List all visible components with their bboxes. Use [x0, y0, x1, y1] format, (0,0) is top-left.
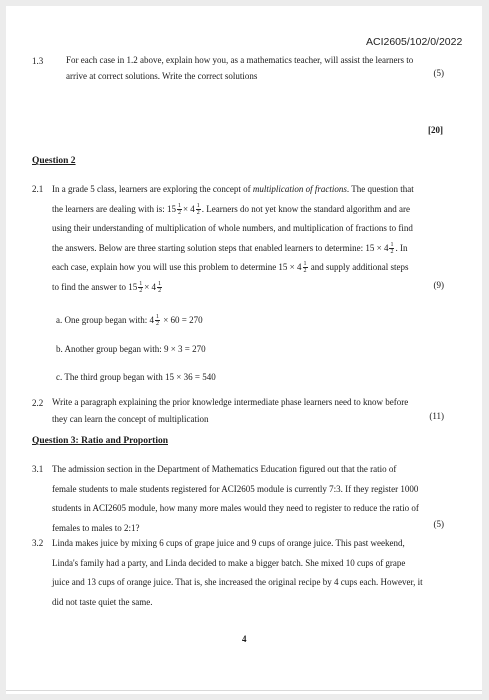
text-line: female students to male students registered for ACI2605 module is currently 7:3. If they register 1000: [52, 483, 419, 494]
text-span: × 60 = 270: [160, 315, 203, 325]
page-divider: [6, 690, 482, 691]
text-line: For each case in 1.2 above, explain how you, as a mathematics teacher, will assist the learners to: [66, 55, 414, 65]
question-text: [66, 52, 456, 84]
text-span: the answers. Below are three starting solution steps that enabled learners to determine: 15 × 4: [52, 242, 389, 253]
emphasis-text: multiplication of fractions: [252, 184, 347, 194]
list-item: c. The third group began with 15 × 36 = 540: [56, 372, 216, 382]
total-marks: [20]: [428, 125, 443, 135]
text-span: . In: [395, 242, 408, 253]
text-line: they can learn the concept of multiplication: [52, 414, 209, 424]
text-line: juice and 13 cups of orange juice. That is, she increased the original recipe by 4 cups each. However, it: [52, 577, 423, 587]
text-line: The admission section in the Department of Mathematics Education figured out that the ratio of: [52, 464, 397, 474]
question-number: 3.1: [32, 464, 44, 474]
fraction: $\frac{1}{2}$: [303, 261, 307, 275]
text-span: to find the answer to 15: [52, 281, 138, 292]
marks: (5): [433, 519, 444, 529]
fraction: $\frac{1}{2}$: [177, 202, 181, 216]
text-line: females to males to 2:1?: [52, 522, 140, 533]
list-item: [56, 312, 203, 328]
page-number: 4: [242, 634, 247, 644]
text-span: × 4: [144, 281, 157, 292]
text-span: a. One group began with: 4: [56, 315, 154, 325]
text-span: In a grade 5 class, learners are exploring the concept of: [52, 184, 253, 194]
fraction: $\frac{1}{2}$: [196, 202, 200, 216]
text-span: each case, explain how you will use this problem to determine 15 × 4: [52, 262, 302, 272]
fraction: $\frac{1}{2}$: [155, 314, 159, 328]
text-line: students in ACI2605 module, how many more males would they need to register to reduce the ratio of: [52, 503, 419, 513]
fraction: $\frac{1}{2}$: [390, 241, 394, 255]
text-line: Linda makes juice by mixing 6 cups of grape juice and 9 cups of orange juice. This past weekend,: [52, 538, 405, 548]
document-page: [6, 6, 482, 694]
fraction: $\frac{1}{2}$: [139, 280, 143, 294]
text-span: . The question that: [346, 184, 414, 194]
section-heading: Question 2: [32, 156, 76, 166]
section-heading: Question 3: Ratio and Proportion: [32, 436, 169, 446]
question-text: [52, 534, 464, 612]
list-item: b. Another group began with: 9 × 3 = 270: [56, 344, 206, 354]
text-line: arrive at correct solutions. Write the correct solutions: [66, 71, 258, 81]
text-span: . Learners do not yet know the standard algorithm and are: [201, 203, 410, 214]
question-text: [52, 180, 462, 297]
marks: (5): [433, 68, 444, 78]
question-number: 3.2: [32, 538, 44, 548]
question-text: [52, 460, 464, 538]
text-line: did not taste quiet the same.: [52, 596, 153, 607]
text-span: and supply additional steps: [308, 262, 409, 272]
text-span: × 4: [182, 203, 195, 214]
marks: (9): [433, 280, 444, 290]
text-span: the learners are dealing with is: 15: [52, 203, 176, 214]
text-line: Linda's family had a party, and Linda decided to make a bigger batch. She mixed 10 cups of grape: [52, 557, 406, 568]
question-number: 2.2: [32, 398, 44, 408]
marks: (11): [429, 411, 444, 421]
fraction: $\frac{1}{2}$: [158, 280, 162, 294]
text-line: using their understanding of multiplication of whole numbers, and multiplication of fractions to find: [52, 223, 413, 233]
question-number: 2.1: [32, 184, 44, 194]
question-number: 1.3: [32, 56, 44, 66]
document-code: ACI2605/102/0/2022: [366, 36, 463, 48]
question-text: [52, 394, 462, 428]
text-line: Write a paragraph explaining the prior knowledge intermediate phase learners need to know before: [52, 397, 409, 407]
